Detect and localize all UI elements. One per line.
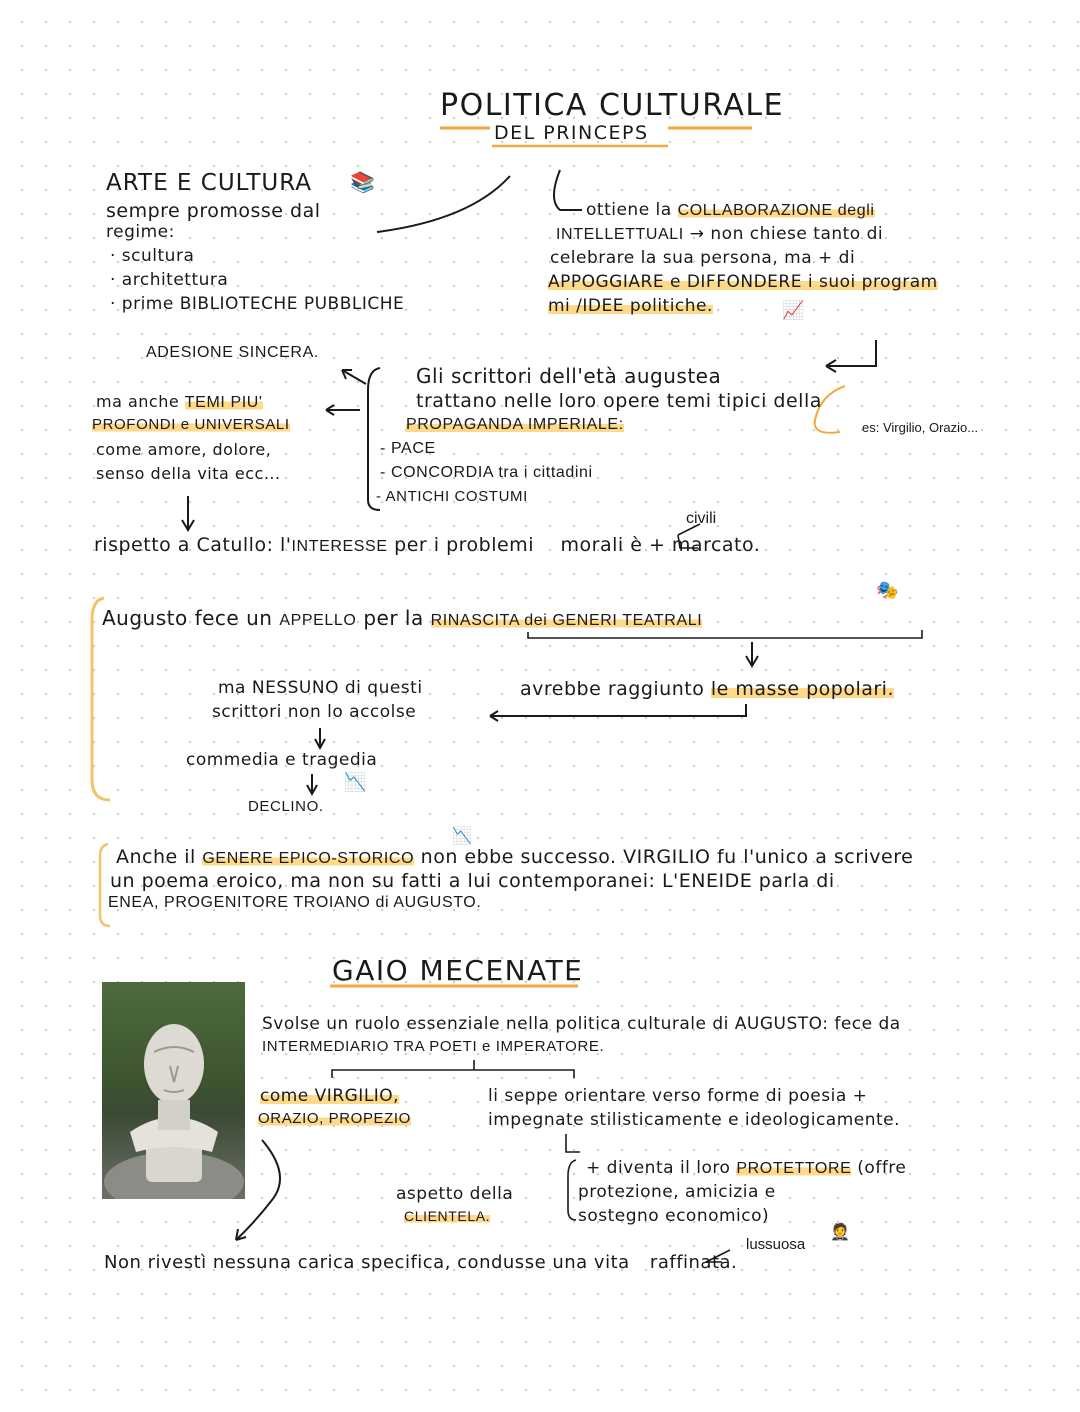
- mecenate-protettore1: + diventa il loro PROTETTORE (offre: [586, 1158, 907, 1178]
- adesione-label: ADESIONE SINCERA.: [146, 344, 319, 361]
- teatro-declino: DECLINO.: [248, 798, 324, 815]
- teatro-line1: Augusto fece un APPELLO per la RINASCITA dei GENERI TEATRALI: [102, 606, 703, 630]
- mecenate-protettore3: sostegno economico): [578, 1206, 770, 1226]
- mecenate-poeti1: come VIRGILIO,: [260, 1086, 400, 1106]
- arrow-masse-nessuno: [490, 704, 746, 716]
- bracket-collab: [554, 170, 582, 210]
- teatro-commedia: commedia e tragedia: [186, 750, 378, 770]
- scrittori-line2: trattano nelle loro opere temi tipici della: [416, 390, 822, 412]
- mecenate-protettore2: protezione, amicizia e: [578, 1182, 776, 1202]
- page-subtitle: DEL PRINCEPS: [494, 122, 649, 144]
- scrittori-item: - CONCORDIA tra i cittadini: [380, 464, 593, 481]
- teatro-nessuno1: ma NESSUNO di questi: [218, 678, 423, 698]
- temi-line2: PROFONDI e UNIVERSALI: [92, 416, 290, 433]
- epico-line2: un poema eroico, ma non su fatti a lui contemporanei: L'ENEIDE parla di: [110, 870, 835, 892]
- epico-line3: ENEA, PROGENITORE TROIANO di AUGUSTO.: [108, 894, 482, 911]
- decline-icon: 📉: [452, 826, 472, 845]
- temi-line1: ma anche TEMI PIU': [96, 392, 263, 411]
- chart-icon: 📈: [782, 300, 805, 321]
- arte-line1: sempre promosse dal: [106, 200, 321, 222]
- scrittori-line1: Gli scrittori dell'età augustea: [416, 364, 722, 388]
- collab-line5: mi /IDEE politiche.: [548, 296, 713, 316]
- mecenate-final: Non rivestì nessuna carica specifica, condusse una vita raffinata.: [104, 1252, 738, 1273]
- temi-line3: come amore, dolore,: [96, 440, 272, 459]
- arrow-arte-title: [377, 176, 510, 232]
- mecenate-lussuosa: lussuosa: [746, 1236, 806, 1253]
- mecenate-line2: INTERMEDIARIO TRA POETI e IMPERATORE.: [262, 1038, 605, 1055]
- epico-line1: Anche il GENERE EPICO-STORICO non ebbe successo. VIRGILIO fu l'unico a scrivere: [116, 846, 914, 868]
- theater-masks-icon: 🎭: [876, 580, 899, 601]
- arte-item: · prime BIBLIOTECHE PUBBLICHE: [110, 294, 405, 314]
- collab-line4: APPOGGIARE e DIFFONDERE i suoi program: [548, 272, 938, 292]
- teatro-masse: avrebbe raggiunto le masse popolari.: [520, 678, 894, 700]
- mecenate-aspetto2: CLIENTELA.: [404, 1208, 491, 1224]
- teatro-nessuno2: scrittori non lo accolse: [212, 702, 417, 722]
- scrittori-item: - ANTICHI COSTUMI: [376, 488, 528, 505]
- arte-item: · architettura: [110, 270, 229, 290]
- mecenate-line1: Svolse un ruolo essenziale nella politica culturale di AUGUSTO: fece da: [262, 1014, 901, 1034]
- temi-line4: senso della vita ecc...: [96, 464, 281, 483]
- catullo-line: rispetto a Catullo: l'INTERESSE per i problemi morali è + marcato.: [94, 534, 761, 556]
- mecenate-seppe2: impegnate stilisticamente e ideologicamente.: [488, 1110, 901, 1130]
- scrittori-item: - PACE: [380, 440, 436, 457]
- scrittori-line3: PROPAGANDA IMPERIALE:: [406, 416, 624, 433]
- collab-line3: celebrare la sua persona, ma + di: [550, 248, 856, 268]
- mecenate-aspetto1: aspetto della: [396, 1184, 514, 1204]
- mecenate-poeti2: ORAZIO, PROPEZIO: [258, 1110, 411, 1127]
- mecenate-seppe1: li seppe orientare verso forme di poesia +: [488, 1086, 868, 1106]
- arte-heading: ARTE E CULTURA: [106, 170, 312, 196]
- man-icon: 🤵: [830, 1222, 850, 1241]
- arte-item: · scultura: [110, 246, 195, 266]
- mecenate-heading: GAIO MECENATE: [332, 954, 584, 987]
- arte-line2: regime:: [106, 222, 175, 242]
- collab-line2: INTELLETTUALI → non chiese tanto di: [556, 224, 884, 244]
- catullo-civili: civili: [686, 510, 717, 527]
- page-title: POLITICA CULTURALE: [440, 88, 785, 123]
- scrittori-example: es: Virgilio, Orazio...: [862, 420, 979, 435]
- books-icon: 📚: [350, 170, 375, 194]
- collab-line1: ottiene la COLLABORAZIONE degli: [586, 200, 875, 220]
- mecenate-bust-photo: [102, 982, 245, 1199]
- bracket-epico: [100, 844, 110, 926]
- decline-icon: 📉: [344, 772, 367, 793]
